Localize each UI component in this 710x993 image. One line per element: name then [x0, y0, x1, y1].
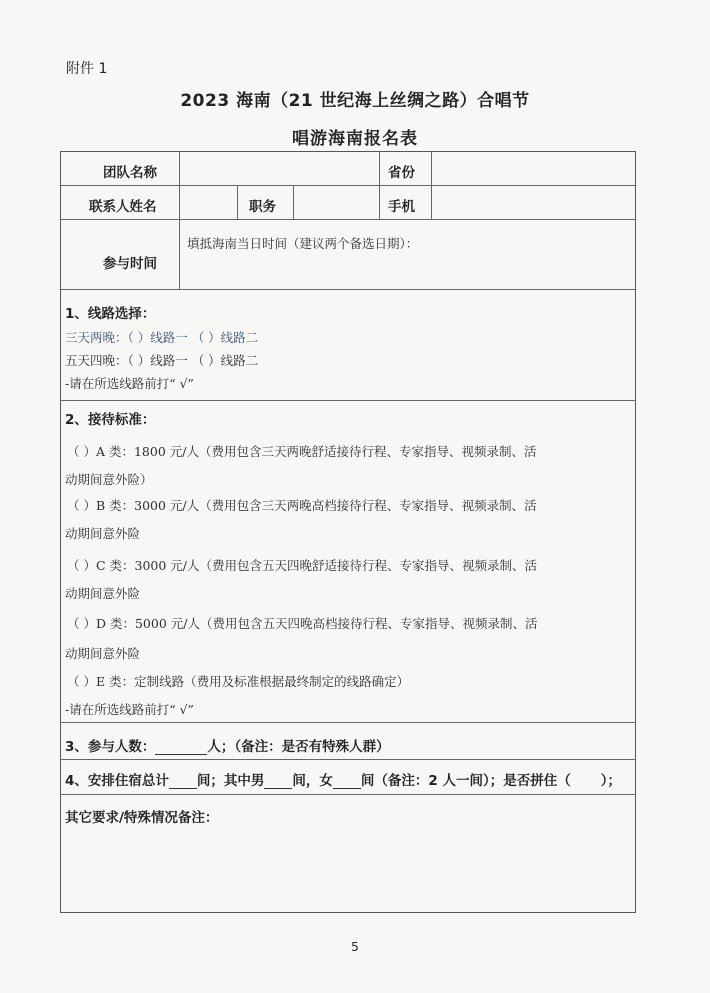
- page-title: 2023 海南（21 世纪海上丝绸之路）合唱节: [180, 91, 530, 111]
- contact-name-label: 联系人姓名: [89, 199, 157, 215]
- total-rooms-input[interactable]: [169, 774, 197, 789]
- female-rooms-input[interactable]: [333, 774, 361, 789]
- column-divider: [379, 152, 380, 219]
- lodging-label: 4、安排住宿总计: [65, 773, 169, 789]
- participant-count-prefix: 3、参与人数：: [65, 739, 156, 755]
- reception-option-a-cont: 动期间意外险）: [65, 472, 153, 487]
- route-option-5d4n[interactable]: 五天四晚：（ ）线路一 （ ）线路二: [65, 353, 259, 368]
- reception-note: -请在所选线路前打“ √”: [65, 702, 194, 717]
- contact-name-input[interactable]: [183, 190, 233, 216]
- lodging-female-label: 间，女: [292, 773, 333, 789]
- reception-option-b[interactable]: （ ）B 类：3000 元/人（费用包含三天两晚高档接待行程、专家指导、视频录制、活: [67, 498, 537, 513]
- reception-option-e[interactable]: （ ）E 类：定制线路（费用及标准根据最终制定的线路确定）: [67, 674, 410, 689]
- column-divider: [431, 152, 432, 219]
- position-input[interactable]: [299, 190, 375, 216]
- column-divider: [179, 152, 180, 289]
- participant-count-row: [65, 735, 390, 755]
- route-note: -请在所选线路前打“ √”: [65, 376, 194, 391]
- participation-time-hint: 填抵海南当日时间（建议两个备选日期）：: [187, 236, 419, 251]
- column-divider: [293, 185, 294, 219]
- lodging-male-label: 间；其中男: [196, 773, 265, 789]
- registration-form: [60, 151, 636, 913]
- lodging-row: [65, 769, 621, 789]
- page-number: 5: [351, 940, 359, 954]
- phone-input[interactable]: [439, 190, 629, 216]
- reception-option-a[interactable]: （ ）A 类：1800 元/人（费用包含三天两晚舒适接待行程、专家指导、视频录制、活: [67, 444, 537, 459]
- reception-option-d[interactable]: （ ）D 类：5000 元/人（费用包含五天四晚高档接待行程、专家指导、视频录制、活: [67, 616, 538, 631]
- row-divider: [61, 185, 635, 186]
- lodging-end: ）；: [600, 773, 621, 789]
- reception-option-d-cont: 动期间意外险: [65, 646, 141, 661]
- route-heading: 1、线路选择：: [65, 306, 156, 322]
- team-name-label: 团队名称: [103, 165, 157, 181]
- position-label: 职务: [249, 199, 276, 215]
- reception-option-c[interactable]: （ ）C 类：3000 元/人（费用包含五天四晚舒适接待行程、专家指导、视频录制、活: [67, 558, 538, 573]
- participation-time-label: 参与时间: [103, 256, 157, 272]
- participant-count-suffix: 人；（备注：是否有特殊人群）: [207, 739, 390, 755]
- team-name-input[interactable]: [189, 156, 373, 182]
- reception-option-c-cont: 动期间意外险: [65, 586, 141, 601]
- attachment-label: 附件 1: [66, 61, 108, 77]
- column-divider: [237, 185, 238, 219]
- participant-count-input[interactable]: [155, 740, 207, 755]
- row-divider: [61, 219, 635, 220]
- route-option-3d2n[interactable]: 三天两晚：（ ）线路一 （ ）线路二: [65, 330, 259, 345]
- province-label: 省份: [388, 165, 415, 181]
- other-requirements-input[interactable]: [65, 828, 629, 908]
- lodging-share-label: 间（备注：2 人一间）；是否拼住（: [360, 773, 571, 789]
- row-divider: [61, 722, 635, 723]
- male-rooms-input[interactable]: [264, 774, 292, 789]
- row-divider: [61, 400, 635, 401]
- other-requirements-label: 其它要求/特殊情况备注：: [65, 810, 219, 826]
- row-divider: [61, 794, 635, 795]
- reception-heading: 2、接待标准：: [65, 412, 156, 428]
- page-subtitle: 唱游海南报名表: [292, 129, 418, 149]
- row-divider: [61, 759, 635, 760]
- province-input[interactable]: [439, 156, 629, 182]
- phone-label: 手机: [388, 199, 415, 215]
- reception-option-b-cont: 动期间意外险: [65, 526, 141, 541]
- row-divider: [61, 289, 635, 290]
